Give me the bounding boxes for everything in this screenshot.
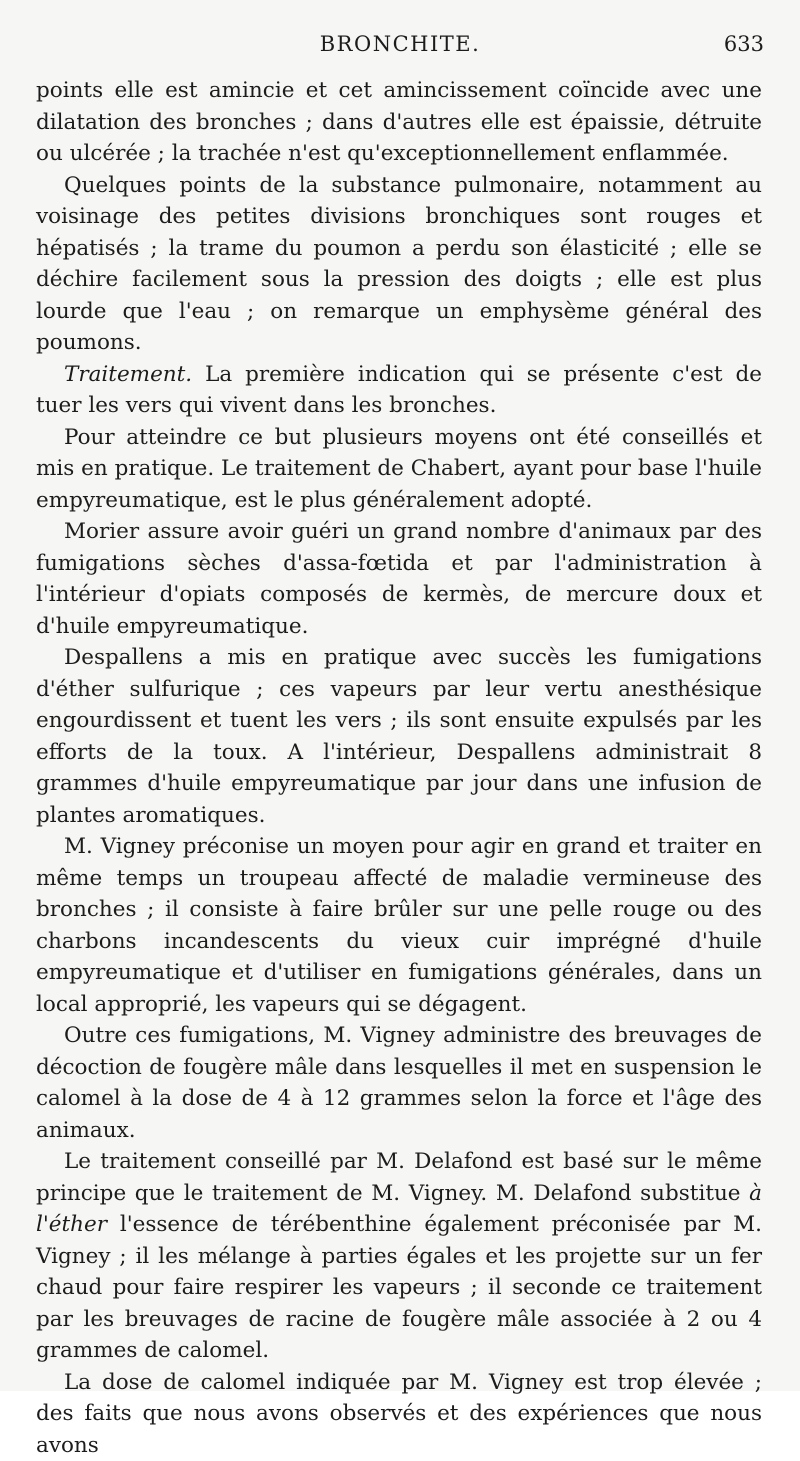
page-number: 633 — [724, 32, 764, 56]
paragraph-anatomy-trachea — [36, 75, 762, 170]
paragraph-treatment — [36, 359, 762, 422]
running-head — [36, 32, 764, 60]
paragraph-morier — [36, 516, 762, 642]
paragraph-text: Outre ces fumigations, M. Vigney administre des breuvages de décoction de fougère mâle dans lesquelles il met en suspension le calomel à la dose de 4 à 12 grammes selon la force et l'âge des animaux. — [36, 1023, 762, 1143]
paragraph-text: Quelques points de la substance pulmonaire, notamment au voisinage des petites divisions bronchiques sont rouges et hépatisés ; la trame du poumon a perdu son élasticité ; elle se déchire facilement sous la pression des doigts ; elle est plus lourde que l'eau ; on remarque un emphysème général des poumons. — [36, 173, 762, 356]
paragraph-vigney-breuvages — [36, 1020, 762, 1146]
paragraph-text: Despallens a mis en pratique avec succès les fumigations d'éther sulfurique ; ces vapeurs par leur vertu anesthésique engourdissent et tuent les vers ; ils sont ensuite expulsés par les efforts de la toux. A l'intérieur, Despallens administrait 8 grammes d'huile empyreumatique par jour dans une infusion de plantes aromatiques. — [36, 645, 762, 828]
paragraph-text-continued: l'essence de térébenthine également préconisée par M. Vigney ; il les mélange à parties égales et les projette sur un fer chaud pour faire respirer les vapeurs ; il seconde ce traitement par les breuvages de racine de fougère mâle associée à 2 ou 4 grammes de calomel. — [36, 1212, 762, 1363]
paragraph-text: points elle est amincie et cet amincissement coïncide avec une dilatation des bronches ; dans d'autres elle est épaissie, détruite ou ulcérée ; la trachée n'est qu'exceptionnellement enflammée. — [36, 78, 762, 166]
paragraph-text: Le traitement conseillé par M. Delafond est basé sur le même principe que le traitement de M. Vigney. M. Delafond substitue — [36, 1149, 762, 1206]
paragraph-text: La dose de calomel indiquée par M. Vigney est trop élevée ; des faits que nous avons observés et des expériences que nous avons — [36, 1370, 762, 1458]
paragraph-chabert — [36, 422, 762, 517]
paragraph-text: Morier assure avoir guéri un grand nombre d'animaux par des fumigations sèches d'assa-fœtida et par l'administration à l'intérieur d'opiats composés de kermès, de mercure doux et d'huile empyreumatique. — [36, 519, 762, 639]
paragraph-delafond — [36, 1146, 762, 1367]
section-heading-traitement: Traitement. — [64, 362, 192, 387]
paragraph-calomel-dose — [36, 1367, 762, 1461]
paragraph-text: Pour atteindre ce but plusieurs moyens ont été conseillés et mis en pratique. Le traitement de Chabert, ayant pour base l'huile empyreumatique, est le plus généralement adopté. — [36, 425, 762, 513]
paragraph-despallens — [36, 642, 762, 831]
paragraph-text: La première indication qui se présente c'est de tuer les vers qui vivent dans les bronches. — [36, 362, 762, 419]
body-text — [36, 75, 762, 1461]
paragraph-text: M. Vigney préconise un moyen pour agir en grand et traiter en même temps un troupeau affecté de maladie vermineuse des bronches ; il consiste à faire brûler sur une pelle rouge ou des charbons incandescents du vieux cuir imprégné d'huile empyreumatique et d'utiliser en fumigations générales, dans un local approprié, les vapeurs qui se dégagent. — [36, 834, 762, 1017]
running-title: BRONCHITE. — [36, 32, 764, 56]
paragraph-lung-substance — [36, 170, 762, 359]
italic-phrase: à l'éther — [36, 1181, 762, 1238]
paragraph-vigney-method — [36, 831, 762, 1020]
